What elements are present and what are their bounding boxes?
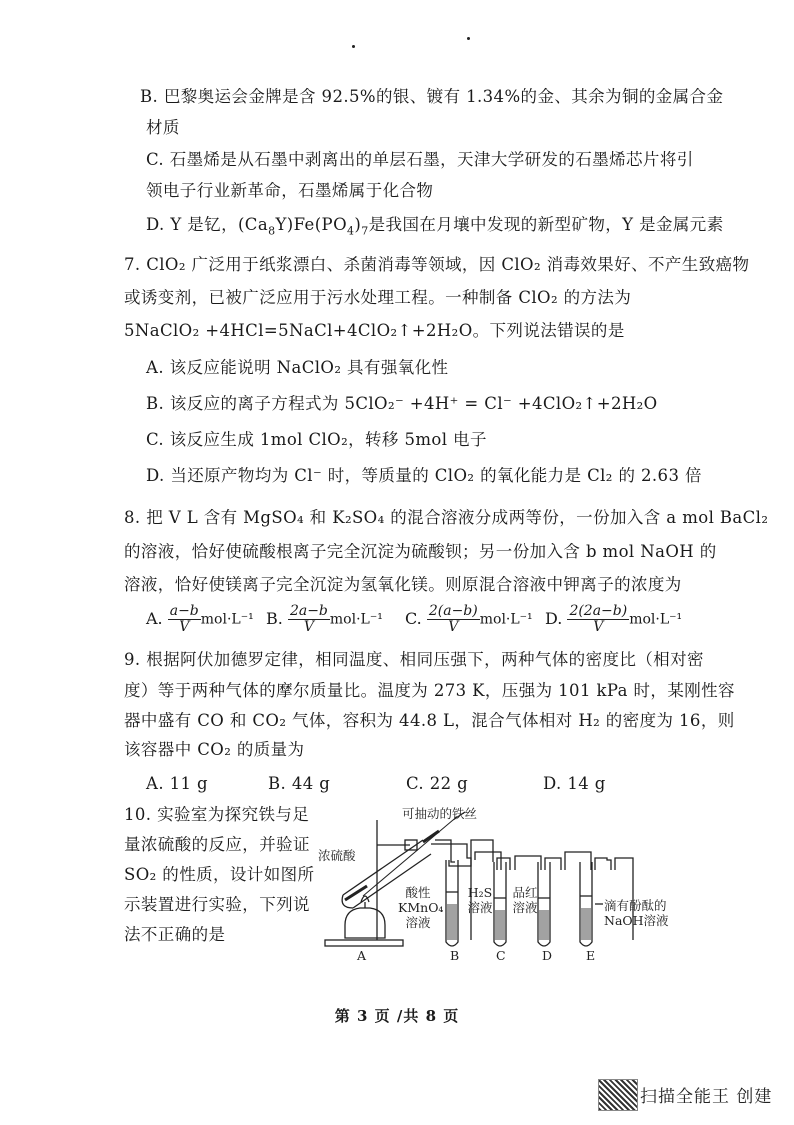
q8-option-c: C. $\frac{2(a-b)}{V}$ mol·L⁻¹ [405, 603, 533, 635]
q7-stem-line1: 7. ClO₂ 广泛用于纸浆漂白、杀菌消毒等领域，因 ClO₂ 消毒效果好、不产生致癌物 [124, 255, 750, 274]
q9-option-d: D. 14 g [543, 774, 606, 793]
q9-option-b: B. 44 g [268, 774, 331, 793]
conc-sulfuric-acid-label: 浓硫酸 [318, 848, 356, 863]
apparatus-letter-d: D [542, 948, 553, 963]
q7-option-a: A. 该反应能说明 NaClO₂ 具有强氧化性 [146, 358, 449, 377]
tube-b-label: 酸性 KMnO₄ 溶液 [398, 885, 444, 930]
fraction: $\frac{2(a-b)}{V}$ [428, 603, 478, 635]
q6-option-b-line2: 材质 [146, 118, 180, 137]
apparatus-letter-b: B [450, 948, 460, 963]
tube-d-label: 品红 溶液 [512, 885, 538, 915]
fraction: $\frac{2a-b}{V}$ [289, 603, 328, 635]
q9-stem-line3: 器中盛有 CO 和 CO₂ 气体，容积为 44.8 L，混合气体相对 H₂ 的密度为 16，则 [124, 711, 735, 730]
q6-option-b-line1: B. 巴黎奥运会金牌是含 92.5%的银、镀有 1.34%的金、其余为铜的金属合金 [140, 87, 724, 106]
q9-option-c: C. 22 g [406, 774, 469, 793]
q8-stem-line3: 溶液，恰好使镁离子完全沉淀为氢氧化镁。则原混合溶液中钾离子的浓度为 [124, 575, 682, 594]
q10-stem-line2: 量浓硫酸的反应，并验证 [124, 835, 310, 854]
tube-c-label: H₂S 溶液 [467, 885, 493, 915]
alcohol-lamp [345, 908, 385, 938]
q7-equation: 5NaClO₂ +4HCl=5NaCl+4ClO₂↑+2H₂O。下列说法错误的是 [124, 321, 625, 340]
q7-option-d: D. 当还原产物均为 Cl⁻ 时，等质量的 ClO₂ 的氧化能力是 Cl₂ 的 2.63 倍 [146, 466, 702, 485]
fraction: $\frac{2(2a-b)}{V}$ [569, 603, 628, 635]
stand-base [325, 940, 403, 946]
q7-option-c: C. 该反应生成 1mol ClO₂，转移 5mol 电子 [146, 430, 487, 449]
q9-stem-line2: 度）等于两种气体的摩尔质量比。温度为 273 K，压强为 101 kPa 时，某刚性容 [124, 681, 735, 700]
experiment-apparatus-diagram [315, 800, 690, 965]
q10-stem-line4: 示装置进行实验，下列说 [124, 895, 310, 914]
apparatus-letter-a: A [357, 948, 367, 963]
scan-speck [467, 37, 470, 40]
iron-wire-label: 可抽动的铁丝 [402, 806, 478, 821]
q8-option-a: A. $\frac{a-b}{V}$ mol·L⁻¹ [146, 603, 254, 635]
q10-stem-line3: SO₂ 的性质，设计如图所 [124, 865, 315, 884]
tube-e-label: 滴有酚酞的 NaOH溶液 [604, 898, 669, 928]
q9-stem-line1: 9. 根据阿伏加德罗定律，相同温度、相同压强下，两种气体的密度比（相对密 [124, 650, 704, 669]
scanner-watermark-text: 扫描全能王 创建 [640, 1087, 773, 1107]
q9-stem-line4: 该容器中 CO₂ 的质量为 [124, 740, 305, 759]
q8-option-b: B. $\frac{2a-b}{V}$ mol·L⁻¹ [266, 603, 383, 635]
q10-stem-line5: 法不正确的是 [124, 925, 226, 944]
q7-stem-line2: 或诱变剂，已被广泛应用于污水处理工程。一种制备 ClO₂ 的方法为 [124, 288, 632, 307]
q8-option-d: D. $\frac{2(2a-b)}{V}$ mol·L⁻¹ [545, 603, 683, 635]
page-number: 第 3 页 /共 8 页 [334, 1007, 460, 1025]
q6-option-d: D. Y 是钇，$(Ca_8Y)Fe(PO_4)_7$是我国在月壤中发现的新型矿物，Y 是金属元素 [146, 215, 724, 238]
q6-option-c-line2: 领电子行业新革命，石墨烯属于化合物 [146, 181, 434, 200]
q8-stem-line1: 8. 把 V L 含有 MgSO₄ 和 K₂SO₄ 的混合溶液分成两等份，一份加入含 a mol BaCl₂ [124, 508, 769, 527]
fraction: $\frac{a-b}{V}$ [169, 603, 199, 635]
q7-option-b: B. 该反应的离子方程式为 5ClO₂⁻ +4H⁺ = Cl⁻ +4ClO₂↑+2H₂O [146, 394, 658, 413]
q9-option-a: A. 11 g [146, 774, 209, 793]
scan-speck [352, 45, 355, 48]
scanner-qr-logo-icon [598, 1079, 638, 1111]
q10-stem-line1: 10. 实验室为探究铁与足 [124, 805, 310, 824]
q6-option-c-line1: C. 石墨烯是从石墨中剥离出的单层石墨，天津大学研发的石墨烯芯片将引 [146, 150, 694, 169]
q8-stem-line2: 的溶液，恰好使硫酸根离子完全沉淀为硫酸钡；另一份加入含 b mol NaOH 的 [124, 542, 717, 561]
apparatus-letter-e: E [586, 948, 596, 963]
apparatus-letter-c: C [496, 948, 506, 963]
